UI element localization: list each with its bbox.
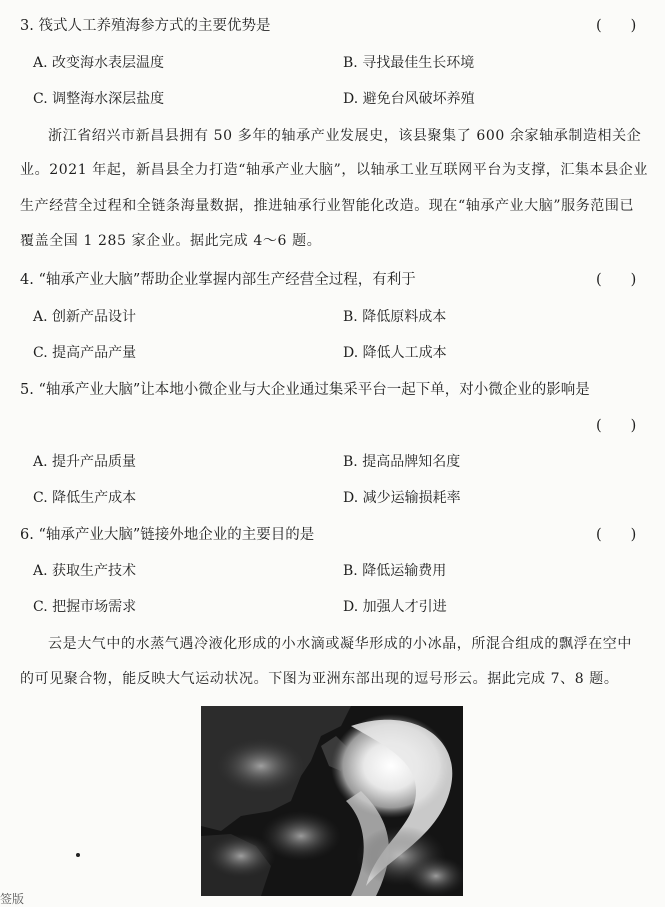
question-3-stem: 3. 筏式人工养殖海参方式的主要优势是: [20, 18, 271, 34]
question-5-option-d: D. 减少运输损耗率: [343, 490, 461, 506]
satellite-cloud-drawing: [201, 706, 463, 896]
passage-1-line-3: 生产经营全过程和全链条海量数据，推进轴承行业智能化改造。现在“轴承产业大脑”服务范围已: [20, 198, 635, 214]
question-6-stem: 6. “轴承产业大脑”链接外地企业的主要目的是: [20, 527, 315, 543]
question-5-answer-paren: ( ): [596, 418, 637, 434]
question-4-stem: 4. “轴承产业大脑”帮助企业掌握内部生产经营全过程，有利于: [20, 272, 416, 288]
question-5-stem: 5. “轴承产业大脑”让本地小微企业与大企业通过集采平台一起下单，对小微企业的影响是: [20, 382, 590, 398]
question-3-option-c: C. 调整海水深层盐度: [33, 91, 165, 107]
question-4-option-c: C. 提高产品产量: [33, 345, 137, 361]
question-4-option-d: D. 降低人工成本: [343, 345, 447, 361]
question-6-option-c: C. 把握市场需求: [33, 599, 137, 615]
passage-1-line-4: 覆盖全国 1 285 家企业。据此完成 4～6 题。: [20, 233, 322, 249]
question-4-option-b: B. 降低原料成本: [343, 309, 447, 325]
satellite-cloud-image: [201, 706, 463, 896]
question-5-option-a: A. 提升产品质量: [33, 454, 137, 470]
question-6-option-a: A. 获取生产技术: [33, 563, 137, 579]
question-6-option-d: D. 加强人才引进: [343, 599, 447, 615]
question-3-option-d: D. 避免台风破坏养殖: [343, 91, 475, 107]
passage-2-line-2: 的可见聚合物，能反映大气运动状况。下图为亚洲东部出现的逗号形云。据此完成 7、8 题。: [20, 671, 619, 687]
footer-mark: 签版: [0, 892, 25, 906]
question-6-option-b: B. 降低运输费用: [343, 563, 447, 579]
passage-1-line-1: 浙江省绍兴市新昌县拥有 50 多年的轴承产业发展史，该县聚集了 600 余家轴承制造相关企: [48, 128, 642, 144]
question-3-answer-paren: ( ): [596, 18, 637, 34]
passage-1-line-2: 业。2021 年起，新昌县全力打造“轴承产业大脑”，以轴承工业互联网平台为支撑，汇集本县企业: [20, 162, 648, 178]
question-3-option-a: A. 改变海水表层温度: [33, 55, 165, 71]
question-5-option-b: B. 提高品牌知名度: [343, 454, 461, 470]
question-6-answer-paren: ( ): [596, 527, 637, 543]
question-5-option-c: C. 降低生产成本: [33, 490, 137, 506]
question-4-answer-paren: ( ): [596, 272, 637, 288]
question-4-option-a: A. 创新产品设计: [33, 309, 137, 325]
stray-dot: [76, 853, 80, 857]
question-3-option-b: B. 寻找最佳生长环境: [343, 55, 475, 71]
passage-2-line-1: 云是大气中的水蒸气遇冷液化形成的小水滴或凝华形成的小冰晶，所混合组成的飘浮在空中: [48, 636, 632, 652]
